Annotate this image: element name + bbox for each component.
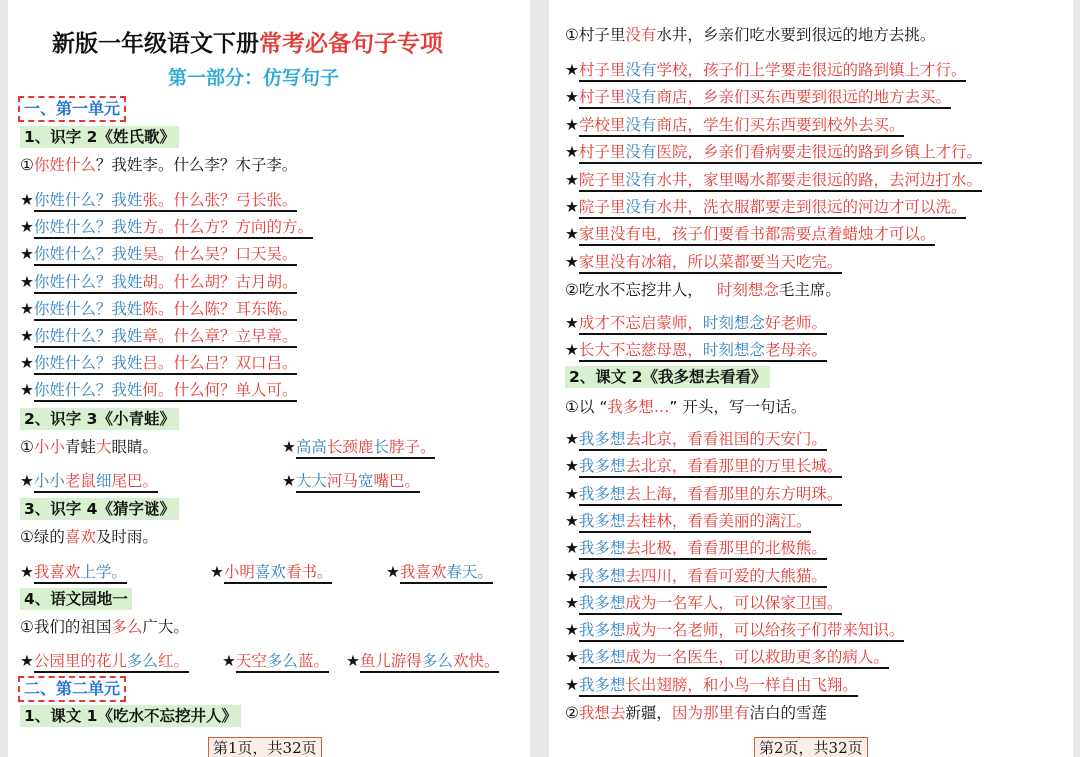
star-icon: ★ <box>20 191 34 209</box>
answer-sentence <box>565 86 951 108</box>
answer-sentence <box>20 325 297 347</box>
star-icon: ★ <box>565 61 579 79</box>
answer-sentence: ★长大不忘慈母恩，时刻想念老母亲。 <box>565 339 827 361</box>
answer-sentence: ★我喜欢上学。 <box>20 561 127 583</box>
answer-sentence <box>565 428 827 450</box>
answer-sentence <box>565 537 827 559</box>
star-icon: ★ <box>565 88 579 107</box>
star-icon: ★ <box>565 648 579 667</box>
example-sentence: ①绿的喜欢及时雨。 <box>20 528 158 546</box>
answer-sentence <box>20 189 297 211</box>
star-icon: ★ <box>565 539 579 558</box>
answer-text: 我多想成为一名医生，可以救助更多的病人。 <box>579 648 889 669</box>
unit-heading-1: 一、第一单元 <box>18 96 126 122</box>
answer-sentence <box>20 352 297 374</box>
example-sentence: ①村子里没有水井，乡亲们吃水要到很远的地方去挑。 <box>565 26 936 44</box>
lesson-title: 4、语文园地一 <box>20 588 132 610</box>
answer-sentence <box>565 169 982 191</box>
document-page-1 <box>8 0 530 757</box>
answer-sentence <box>565 592 842 614</box>
star-icon: ★ <box>20 327 34 345</box>
star-icon: ★ <box>565 675 579 694</box>
answer-sentence <box>20 271 297 293</box>
answer-sentence <box>565 565 827 587</box>
section-subtitle: 第一部分：仿写句子 <box>168 67 340 89</box>
answer-sentence <box>565 646 889 668</box>
example-sentence: ①以 “我多想…” 开头，写一句话。 <box>565 398 807 416</box>
unit-heading-2: 二、第二单元 <box>18 676 126 702</box>
answer-text: 村子里没有学校，孩子们上学要走很远的路到镇上才行。 <box>579 61 967 82</box>
answer-sentence: ★成才不忘启蒙师，时刻想念好老师。 <box>565 312 827 334</box>
page-number-footer: 第2页，共32页 <box>754 737 868 757</box>
star-icon: ★ <box>20 299 34 318</box>
example-sentence: ①小小青蛙大眼睛。 <box>20 438 158 456</box>
answer-text: 家里没有电，孩子们要看书都需要点着蜡烛才可以。 <box>579 225 936 246</box>
lesson-title: 1、识字 2《姓氏歌》 <box>20 126 179 148</box>
star-icon: ★ <box>565 198 579 216</box>
star-icon: ★ <box>565 457 579 476</box>
answer-sentence: ★天空多么蓝。 <box>222 650 329 672</box>
star-icon: ★ <box>565 115 579 134</box>
title-red: 常考必备句子专项 <box>259 31 443 57</box>
answer-sentence <box>20 216 313 238</box>
answer-text: 我多想去四川，看看可爱的大熊猫。 <box>579 567 827 588</box>
answer-sentence <box>565 223 935 245</box>
example-sentence: ①我们的祖国多么广大。 <box>20 618 189 636</box>
answer-sentence <box>565 196 966 218</box>
answer-text: 我多想去桂林，看看美丽的漓江。 <box>579 512 812 533</box>
answer-text: 你姓什么？我姓吴。什么吴？口天吴。 <box>34 245 298 266</box>
star-icon: ★ <box>20 354 34 373</box>
star-icon: ★ <box>565 252 579 271</box>
answer-sentence <box>565 455 842 477</box>
answer-text: 我多想去上海，看看那里的东方明珠。 <box>579 485 843 506</box>
answer-text: 我多想去北京，看看那里的万里长城。 <box>579 457 843 478</box>
lesson-title: 3、识字 4《猜字谜》 <box>20 498 179 520</box>
document-page-2 <box>549 0 1073 757</box>
answer-text: 家里没有冰箱，所以菜都要当天吃完。 <box>579 253 843 274</box>
star-icon: ★ <box>565 143 579 162</box>
answer-sentence <box>565 141 982 163</box>
answer-sentence: ★小明喜欢看书。 <box>210 561 332 583</box>
star-icon: ★ <box>565 566 579 585</box>
answer-sentence <box>565 59 966 81</box>
answer-sentence: ★公园里的花儿多么红。 <box>20 650 189 672</box>
answer-sentence: ★高高长颈鹿长脖子。 <box>282 436 435 458</box>
star-icon: ★ <box>565 621 579 640</box>
star-icon: ★ <box>20 272 34 291</box>
star-icon: ★ <box>20 381 34 400</box>
answer-text: 你姓什么？我姓陈。什么陈？耳东陈。 <box>34 300 298 321</box>
answer-sentence <box>565 251 842 273</box>
answer-sentence: ★小小老鼠细尾巴。 <box>20 470 158 492</box>
example-sentence: ②我想去新疆，因为那里有洁白的雪莲 <box>565 704 827 722</box>
star-icon: ★ <box>565 170 579 189</box>
answer-text: 你姓什么？我姓吕。什么吕？双口吕。 <box>34 354 298 375</box>
lesson-title: 1、课文 1《吃水不忘挖井人》 <box>20 705 241 727</box>
answer-sentence: ★鱼儿游得多么欢快。 <box>346 650 499 672</box>
answer-sentence: ★大大河马宽嘴巴。 <box>282 470 420 492</box>
answer-text: 我多想去北京，看看祖国的天安门。 <box>579 430 827 451</box>
answer-text: 你姓什么？我姓章。什么章？立早章。 <box>34 327 298 348</box>
answer-sentence <box>565 114 904 136</box>
example-sentence: ①你姓什么？我姓李。什么李？木子李。 <box>20 156 298 174</box>
answer-sentence <box>20 298 297 320</box>
star-icon: ★ <box>565 430 579 448</box>
star-icon: ★ <box>565 225 579 244</box>
example-sentence: ②吃水不忘挖井人， 时刻想念毛主席。 <box>565 281 841 299</box>
answer-text: 你姓什么？我姓张。什么张？弓长张。 <box>34 191 298 212</box>
answer-sentence <box>565 483 842 505</box>
answer-sentence <box>20 379 297 401</box>
answer-text: 村子里没有商店，乡亲们买东西要到很远的地方去买。 <box>579 88 951 109</box>
page-number-footer: 第1页，共32页 <box>208 737 322 757</box>
answer-sentence <box>565 510 811 532</box>
answer-sentence: ★我喜欢春天。 <box>386 561 493 583</box>
star-icon: ★ <box>20 245 34 264</box>
answer-text: 你姓什么？我姓胡。什么胡？古月胡。 <box>34 273 298 294</box>
answer-text: 院子里没有水井，洗衣服都要走到很远的河边才可以洗。 <box>579 198 967 219</box>
lesson-title: 2、课文 2《我多想去看看》 <box>565 366 770 388</box>
page-title <box>52 25 443 58</box>
answer-sentence <box>20 243 297 265</box>
star-icon: ★ <box>565 511 579 530</box>
answer-text: 我多想成为一名老师，可以给孩子们带来知识。 <box>579 621 905 642</box>
answer-text: 我多想成为一名军人，可以保家卫国。 <box>579 594 843 615</box>
answer-text: 我多想去北极，看看那里的北极熊。 <box>579 539 827 560</box>
answer-text: 村子里没有医院，乡亲们看病要走很远的路到乡镇上才行。 <box>579 143 982 164</box>
answer-text: 院子里没有水井，家里喝水都要走很远的路，去河边打水。 <box>579 171 982 192</box>
star-icon: ★ <box>20 218 34 237</box>
answer-text: 学校里没有商店，学生们买东西要到校外去买。 <box>579 116 905 137</box>
answer-text: 你姓什么？我姓方。什么方？方向的方。 <box>34 218 313 239</box>
star-icon: ★ <box>565 593 579 612</box>
answer-sentence <box>565 619 904 641</box>
answer-sentence <box>565 674 858 696</box>
answer-text: 我多想长出翅膀，和小鸟一样自由飞翔。 <box>579 676 858 697</box>
title-black: 新版一年级语文下册 <box>52 31 259 57</box>
lesson-title: 2、识字 3《小青蛙》 <box>20 408 179 430</box>
star-icon: ★ <box>565 484 579 503</box>
answer-text: 你姓什么？我姓何。什么何？单人可。 <box>34 381 298 402</box>
